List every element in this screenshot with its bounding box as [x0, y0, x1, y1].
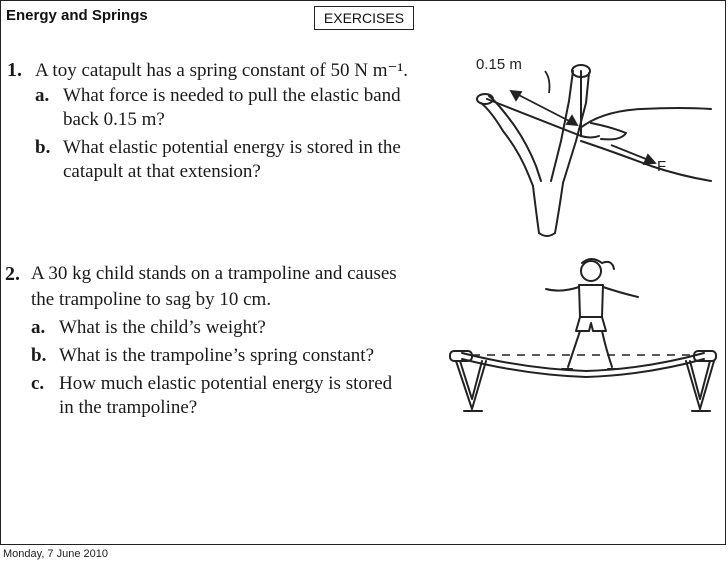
- q1-a-line1: What force is needed to pull the elastic band: [63, 85, 401, 106]
- exercises-tag: EXERCISES: [314, 6, 414, 30]
- q1-number: 1.: [7, 59, 22, 81]
- q2-c-label: c.: [31, 373, 45, 394]
- q1-stem: A toy catapult has a spring constant of 50 N m⁻¹.: [35, 60, 408, 81]
- catapult-illustration: [441, 41, 721, 241]
- catapult-force-label: F: [657, 158, 667, 175]
- q1-a-label: a.: [35, 85, 50, 106]
- q1-a-line2: back 0.15 m?: [63, 109, 165, 130]
- trampoline-illustration: [446, 249, 721, 429]
- q2-part-b: [31, 345, 374, 367]
- q2-number: 2.: [5, 263, 20, 285]
- q2-b-text: What is the trampoline’s spring constant?: [59, 345, 375, 366]
- q1-b-line2: catapult at that extension?: [63, 161, 261, 182]
- footer-date: Monday, 7 June 2010: [3, 548, 108, 560]
- q1-part-a: [35, 85, 401, 107]
- q1-part-b: [35, 137, 401, 159]
- q2-a-label: a.: [31, 317, 46, 338]
- q2-part-a: [31, 317, 266, 339]
- q2-stem-line2: the trampoline to sag by 10 cm.: [31, 289, 272, 310]
- q2-b-label: b.: [31, 345, 47, 366]
- catapult-distance-label: 0.15 m: [476, 56, 522, 73]
- q1-b-line1: What elastic potential energy is stored in the: [63, 137, 401, 158]
- q2-stem-line1: A 30 kg child stands on a trampoline and causes: [31, 263, 397, 284]
- q2-c-line2: in the trampoline?: [59, 397, 198, 418]
- q1-b-label: b.: [35, 137, 51, 158]
- q2-a-text: What is the child’s weight?: [59, 317, 266, 338]
- slide-title: Energy and Springs: [6, 7, 148, 24]
- q2-c-line1: How much elastic potential energy is stored: [59, 373, 393, 394]
- q2-part-c: [31, 373, 392, 395]
